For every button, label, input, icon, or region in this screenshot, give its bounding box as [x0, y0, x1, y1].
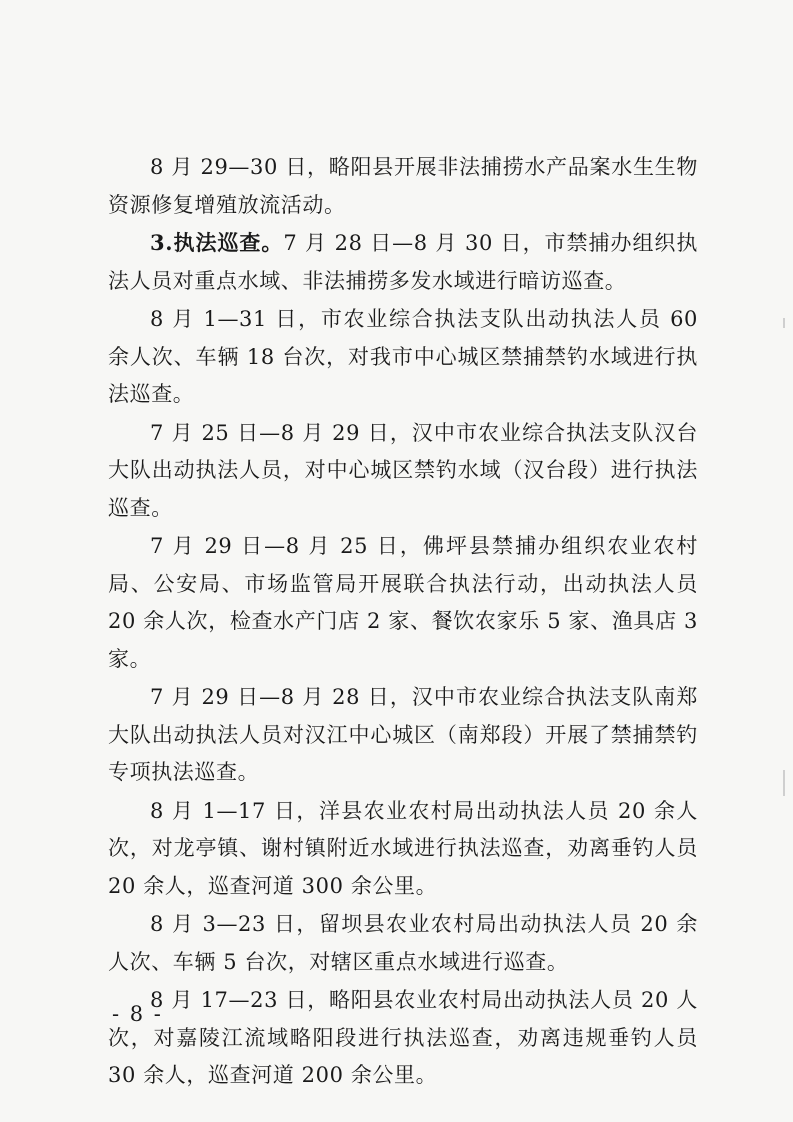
paragraph-heading: 3.执法巡查。: [150, 230, 284, 255]
paragraph-text: 7 月 29 日—8 月 28 日，汉中市农业综合执法支队南郑大队出动执法人员对汉江中心城区（南郑段）开展了禁捕禁钓专项执法巡查。: [108, 685, 698, 784]
paragraph-text: 7 月 29 日—8 月 25 日，佛坪县禁捕办组织农业农村局、公安局、市场监管局开展联合执法行动，出动执法人员 20 余人次，检查水产门店 2 家、餐饮农家乐 5 家、渔具店 3 家。: [108, 534, 698, 671]
paragraph-6: [108, 678, 698, 792]
paragraph-1: [108, 148, 698, 224]
paragraph-9: [108, 981, 698, 1095]
paragraph-text: 7 月 25 日—8 月 29 日，汉中市农业综合执法支队汉台大队出动执法人员，对中心城区禁钓水域（汉台段）进行执法巡查。: [108, 420, 698, 520]
paragraph-7: [108, 792, 698, 906]
paragraph-text: 8 月 1—31 日，市农业综合执法支队出动执法人员 60 余人次、车辆 18 台次，对我市中心城区禁捕禁钓水域进行执法巡查。: [108, 307, 698, 406]
paragraph-3: [108, 300, 698, 414]
paragraph-text: 8 月 1—17 日，洋县农业农村局出动执法人员 20 余人次，对龙亭镇、谢村镇附近水域进行执法巡查，劝离垂钓人员 20 余人，巡查河道 300 余公里。: [108, 798, 698, 898]
scan-mark: [783, 770, 785, 796]
paragraph-2: [108, 224, 698, 300]
paragraph-text: 8 月 17—23 日，略阳县农业农村局出动执法人员 20 人次，对嘉陵江流域略阳段进行执法巡查，劝离违规垂钓人员 30 余人，巡查河道 200 余公里。: [108, 988, 698, 1087]
paragraph-5: [108, 527, 698, 678]
document-body: [108, 148, 698, 1095]
paragraph-4: [108, 414, 698, 528]
scan-mark: [783, 318, 785, 328]
paragraph-text: 7 月 28 日—8 月 30 日，市禁捕办组织执法人员对重点水域、非法捕捞多发水域进行暗访巡查。: [108, 231, 699, 293]
page-number: - 8 -: [112, 1002, 163, 1026]
paragraph-8: [108, 905, 698, 981]
paragraph-text: 8 月 3—23 日，留坝县农业农村局出动执法人员 20 余人次、车辆 5 台次，对辖区重点水域进行巡查。: [108, 912, 698, 974]
paragraph-text: 8 月 29—30 日，略阳县开展非法捕捞水产品案水生生物资源修复增殖放流活动。: [108, 155, 698, 217]
